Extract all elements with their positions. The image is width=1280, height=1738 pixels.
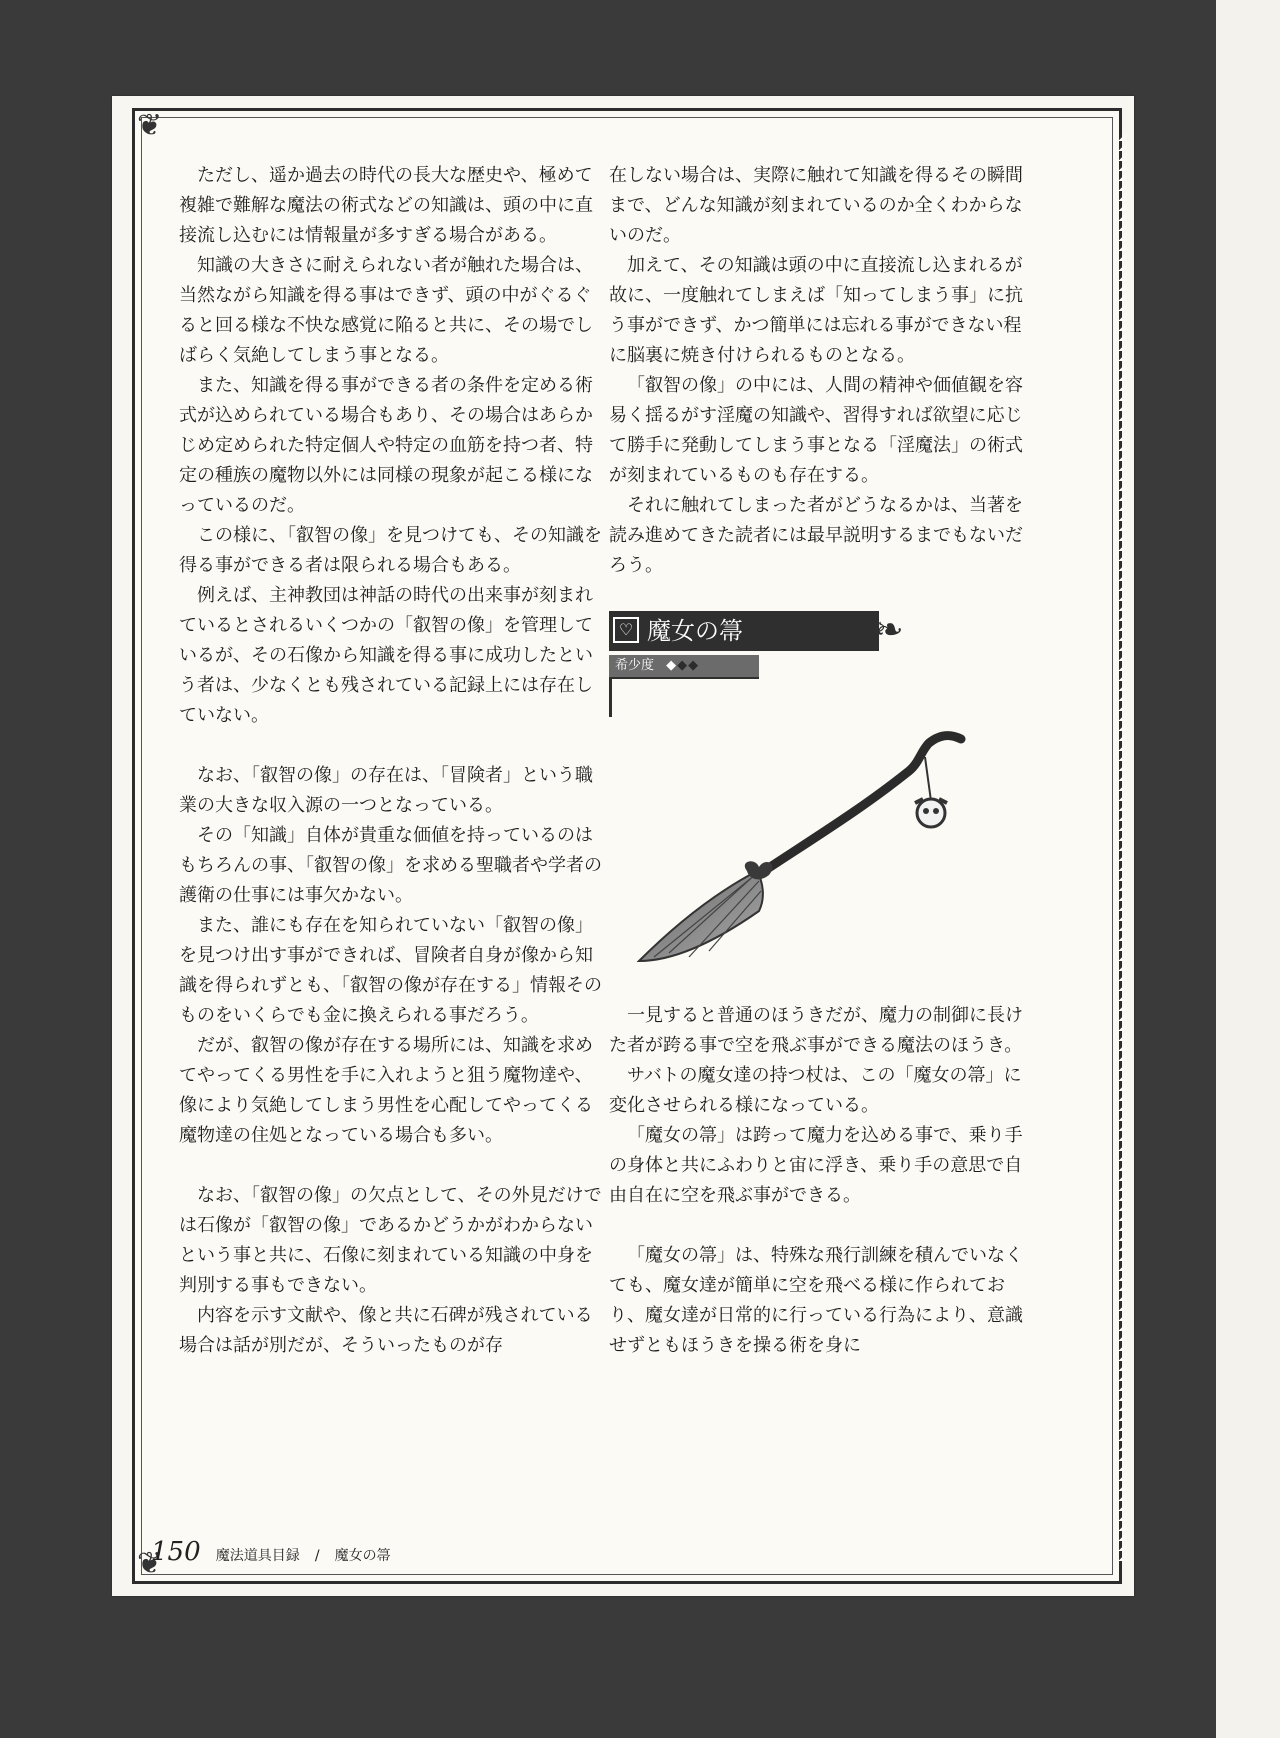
corner-ornament-icon: ❦ — [137, 1546, 163, 1581]
right-column-upper-text — [609, 161, 1039, 581]
item-header — [609, 611, 1039, 721]
header-divider-horizontal — [609, 677, 759, 679]
paragraph: だが、叡智の像が存在する場所には、知識を求めてやってくる男性を手に入れようと狙う魔物達や、像により気絶してしまう男性を心配してやってくる魔物達の住処となっている場合も多い。 — [179, 1035, 593, 1146]
rarity-diamond-icon: ◆ — [666, 658, 678, 673]
header-divider-vertical — [609, 677, 612, 717]
paragraph: 知識の大きさに耐えられない者が触れた場合は、当然ながら知識を得る事はできず、頭の中がぐるぐると回る様な不快な感覚に陥ると共に、その場でしばらく気絶してしまう事となる。 — [179, 255, 593, 366]
right-column-lower-text — [609, 1001, 1039, 1361]
paragraph: 「魔女の箒」は、特殊な飛行訓練を積んでいなくても、魔女達が簡単に空を飛べる様に作られており、魔女達が日常的に行っている行為により、意識せずともほうきを操る術を身に — [609, 1245, 1023, 1356]
paragraph: また、誰にも存在を知られていない「叡智の像」を見つけ出す事ができれば、冒険者自身が像から知識を得られずとも、「叡智の像が存在する」情報そのものをいくらでも金に換えられる事だろう。 — [179, 915, 602, 1026]
paragraph: 「叡智の像」の中には、人間の精神や価値観を容易く揺るがす淫魔の知識や、習得すれば欲望に応じて勝手に発動してしまう事となる「淫魔法」の術式が刻まれているものも存在する。 — [609, 375, 1023, 486]
witch-broom-illustration — [609, 721, 1039, 981]
right-text-column — [609, 161, 1039, 1361]
paragraph: なお、「叡智の像」の存在は、「冒険者」という職業の大きな収入源の一つとなっている。 — [179, 765, 593, 816]
footer-separator: / — [314, 1548, 320, 1564]
paragraph: なお、「叡智の像」の欠点として、その外見だけでは石像が「叡智の像」であるかどうかがわからないという事と共に、石像に刻まれている知識の中身を判別する事もできない。 — [179, 1185, 602, 1296]
item-title-bar — [609, 611, 879, 651]
book-page — [132, 108, 1122, 1584]
paragraph-gap — [179, 731, 609, 761]
left-text-column — [179, 161, 609, 1361]
paragraph: 内容を示す文献や、像と共に石碑が残されている場合は話が別だが、そういったものが存 — [179, 1305, 593, 1356]
skull-charm — [917, 799, 945, 827]
paragraph: 例えば、主神教団は神話の時代の出来事が刻まれているとされるいくつかの「叡智の像」を管理しているが、その石像から知識を得る事に成功したという者は、少なくとも残されている記録上には存在していない。 — [179, 585, 593, 726]
paragraph: その「知識」自体が貴重な価値を持っているのはもちろんの事、「叡智の像」を求める聖職者や学者の護衛の仕事には事欠かない。 — [179, 825, 602, 906]
paragraph: ただし、遥か過去の時代の長大な歴史や、極めて複雑で難解な魔法の術式などの知識は、頭の中に直接流し込むには情報量が多すぎる場合がある。 — [179, 165, 593, 246]
paragraph-gap — [609, 1211, 1039, 1241]
item-title: 魔女の箒 — [647, 617, 743, 645]
rarity-label: 希少度 — [615, 658, 655, 673]
paragraph: 加えて、その知識は頭の中に直接流し込まれるが故に、一度触れてしまえば「知ってしまう事」に抗う事ができず、かつ簡単には忘れる事ができない程に脳裏に焼き付けられるものとなる。 — [609, 255, 1023, 366]
scanner-bed-edge — [1216, 0, 1280, 1738]
footer-item: 魔女の箒 — [334, 1548, 391, 1564]
paragraph: サバトの魔女達の持つ杖は、この「魔女の箒」に変化させられる様になっている。 — [609, 1065, 1022, 1116]
paragraph: それに触れてしまった者がどうなるかは、当著を読み進めてきた読者には最早説明するまでもないだろう。 — [609, 495, 1023, 576]
perforated-edge — [1119, 131, 1127, 1561]
page-number: 150 — [151, 1537, 201, 1567]
heart-in-square-icon: ♡ — [613, 617, 639, 643]
rarity-diamond-icon: ◆ — [688, 658, 700, 673]
scroll-ornament-icon: ❧ — [875, 610, 904, 650]
rarity-gems — [666, 658, 699, 673]
footer-section: 魔法道具目録 — [215, 1548, 300, 1564]
paragraph: 在しない場合は、実際に触れて知識を得るその瞬間まで、どんな知識が刻まれているのか全くわからないのだ。 — [609, 165, 1023, 246]
paragraph: 一見すると普通のほうきだが、魔力の制御に長けた者が跨る事で空を飛ぶ事ができる魔法のほうき。 — [609, 1005, 1023, 1056]
paragraph: また、知識を得る事ができる者の条件を定める術式が込められている場合もあり、その場合はあらかじめ定められた特定個人や特定の血筋を持つ者、特定の種族の魔物以外には同様の現象が起こる様になっているのだ。 — [179, 375, 593, 516]
corner-ornament-icon: ❦ — [137, 108, 163, 143]
rarity-diamond-icon: ◆ — [677, 658, 689, 673]
paragraph: 「魔女の箒」は跨って魔力を込める事で、乗り手の身体と共にふわりと宙に浮き、乗り手の意思で自由自在に空を飛ぶ事ができる。 — [609, 1125, 1023, 1206]
paragraph: この様に、「叡智の像」を見つけても、その知識を得る事ができる者は限られる場合もある。 — [179, 525, 602, 576]
charm-string — [925, 757, 931, 801]
page-footer — [151, 1537, 391, 1567]
rarity-row — [609, 655, 759, 677]
paragraph-gap — [179, 1151, 609, 1181]
broom-svg — [609, 721, 1039, 981]
